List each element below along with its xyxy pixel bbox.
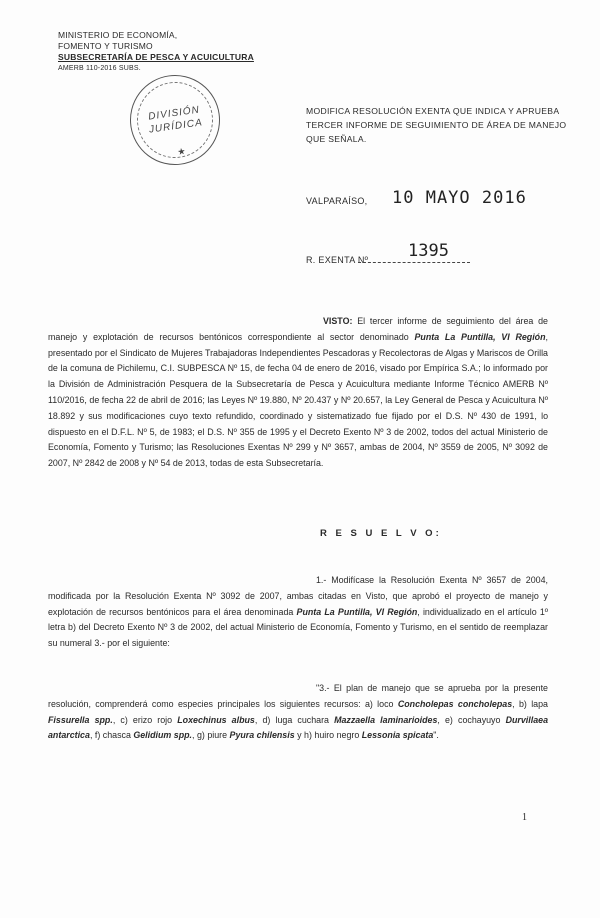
visto-text-1: El tercer informe de seguimiento del área de manejo y explotación de recursos bentónicos correspondiente al sector denominado	[48, 316, 548, 342]
undersecretariat-name: SUBSECRETARÍA DE PESCA Y ACUICULTURA	[58, 52, 254, 62]
species-loxechinus: Loxechinus albus	[177, 714, 255, 725]
species-concholepas: Concholepas concholepas	[397, 698, 513, 709]
visto-paragraph	[48, 314, 548, 472]
resolution-number: 1395	[408, 241, 449, 261]
species-durvillaea: Durvillaea antarctica	[48, 714, 549, 741]
numeral-3-text-1: "3.- El plan de manejo que se aprueba por la presente resolución, comprenderá como especies principales los siguientes recursos: a) loco	[48, 683, 548, 709]
species-mazzaella: Mazzaella laminarioides	[334, 714, 438, 725]
numeral-3-text-8: y h) huiro negro	[294, 730, 362, 741]
resolution-label: R. EXENTA Nº	[306, 255, 369, 265]
species-lessonia: Lessonia spicata	[361, 730, 434, 741]
visto-label: VISTO:	[323, 316, 353, 326]
numeral-3-text-9: ".	[433, 730, 439, 741]
species-fissurella: Fissurella spp.	[48, 714, 113, 725]
article-1-text-2: , individualizado en el artículo 1º letra b) del Decreto Exento Nº 3 de 2002, del actual Ministerio de Economía, Fomento y Turismo, en el sentido de reemplazar su numeral 3.- por el siguiente:	[48, 606, 548, 649]
subject-summary: MODIFICA RESOLUCIÓN EXENTA QUE INDICA Y APRUEBA TERCER INFORME DE SEGUIMIENTO DE ÁREA DE MANEJO QUE SEÑALA.	[306, 106, 567, 144]
numeral-3-text-2: , b) lapa	[512, 698, 548, 709]
resuelvo-heading: R E S U E L V O:	[320, 528, 442, 539]
numeral-3-paragraph	[48, 681, 548, 744]
species-gelidium: Gelidium spp.	[133, 730, 193, 741]
numeral-3-text-7: , g) piure	[192, 730, 230, 741]
article-1-paragraph	[48, 573, 548, 652]
reference-code: AMERB 110-2016 SUBS.	[58, 65, 141, 72]
numeral-3-text-5: , e) cochayuyo	[437, 714, 506, 725]
legal-division-stamp	[124, 69, 226, 171]
numeral-3-text-3: , c) erizo rojo	[112, 714, 178, 725]
ministry-name-cont: FOMENTO Y TURISMO	[58, 41, 153, 51]
visto-text-2: , presentado por el Sindicato de Mujeres Trabajadoras Independientes Pescadoras y Recolectoras de Algas y Mariscos de Orilla de la comuna de Pichilemu, C.I. SUBPESCA Nº 15, de fecha 04 de enero de 2016, visado por Empírica S.A.; lo informado por la División de Administración Pesquera de la Subsecretaría de Pesca y Acuicultura mediante Informe Técnico AMERB Nº 110/2016, de fecha 22 de abril de 2016; las Leyes Nº 19.880, Nº 20.437 y Nº 20.657, la Ley General de Pesca y Acuicultura Nº 18.892 y sus modificaciones cuyo texto refundido, coordinado y sistematizado fue fijado por el D.S. Nº 430 de 1991, lo dispuesto en el D.F.L. Nº 5, de 1983; el D.S. Nº 355 de 1995 y el Decreto Exento Nº 3 de 2002, todos del actual Ministerio de Economía, Fomento y Turismo; las Resoluciones Exentas Nº 299 y Nº 3657, ambas de 2004, Nº 3559 de 2005, Nº 3092 de 2007, Nº 2842 de 2008 y Nº 54 de 2013, todas de esta Subsecretaría.	[48, 331, 548, 469]
stamp-ring	[132, 77, 218, 163]
stamp-line-2: JURÍDICA	[148, 117, 204, 136]
resolution-number-line	[358, 262, 470, 263]
place-label: VALPARAÍSO,	[306, 196, 368, 206]
numeral-3-text-6: , f) chasca	[89, 730, 134, 741]
stamp-line-1: DIVISIÓN	[147, 104, 201, 123]
star-icon: ★	[176, 145, 187, 157]
letterhead	[58, 30, 254, 74]
date-stamp: 10 MAYO 2016	[392, 188, 527, 208]
numeral-3-text-4: , d) luga cuchara	[254, 714, 335, 725]
species-pyura: Pyura chilensis	[229, 730, 295, 741]
visto-place-name: Punta La Puntilla, VI Región	[414, 331, 546, 342]
article-1-place-name: Punta La Puntilla, VI Región	[296, 606, 418, 617]
article-1-text-1: 1.- Modifícase la Resolución Exenta Nº 3657 de 2004, modificada por la Resolución Exenta Nº 3092 de 2007, ambas citadas en Visto, que aprobó el proyecto de manejo y explotación de recursos bentónicos para el área denominada	[48, 575, 548, 617]
page-number: 1	[522, 812, 527, 823]
ministry-name: MINISTERIO DE ECONOMÍA,	[58, 30, 178, 40]
